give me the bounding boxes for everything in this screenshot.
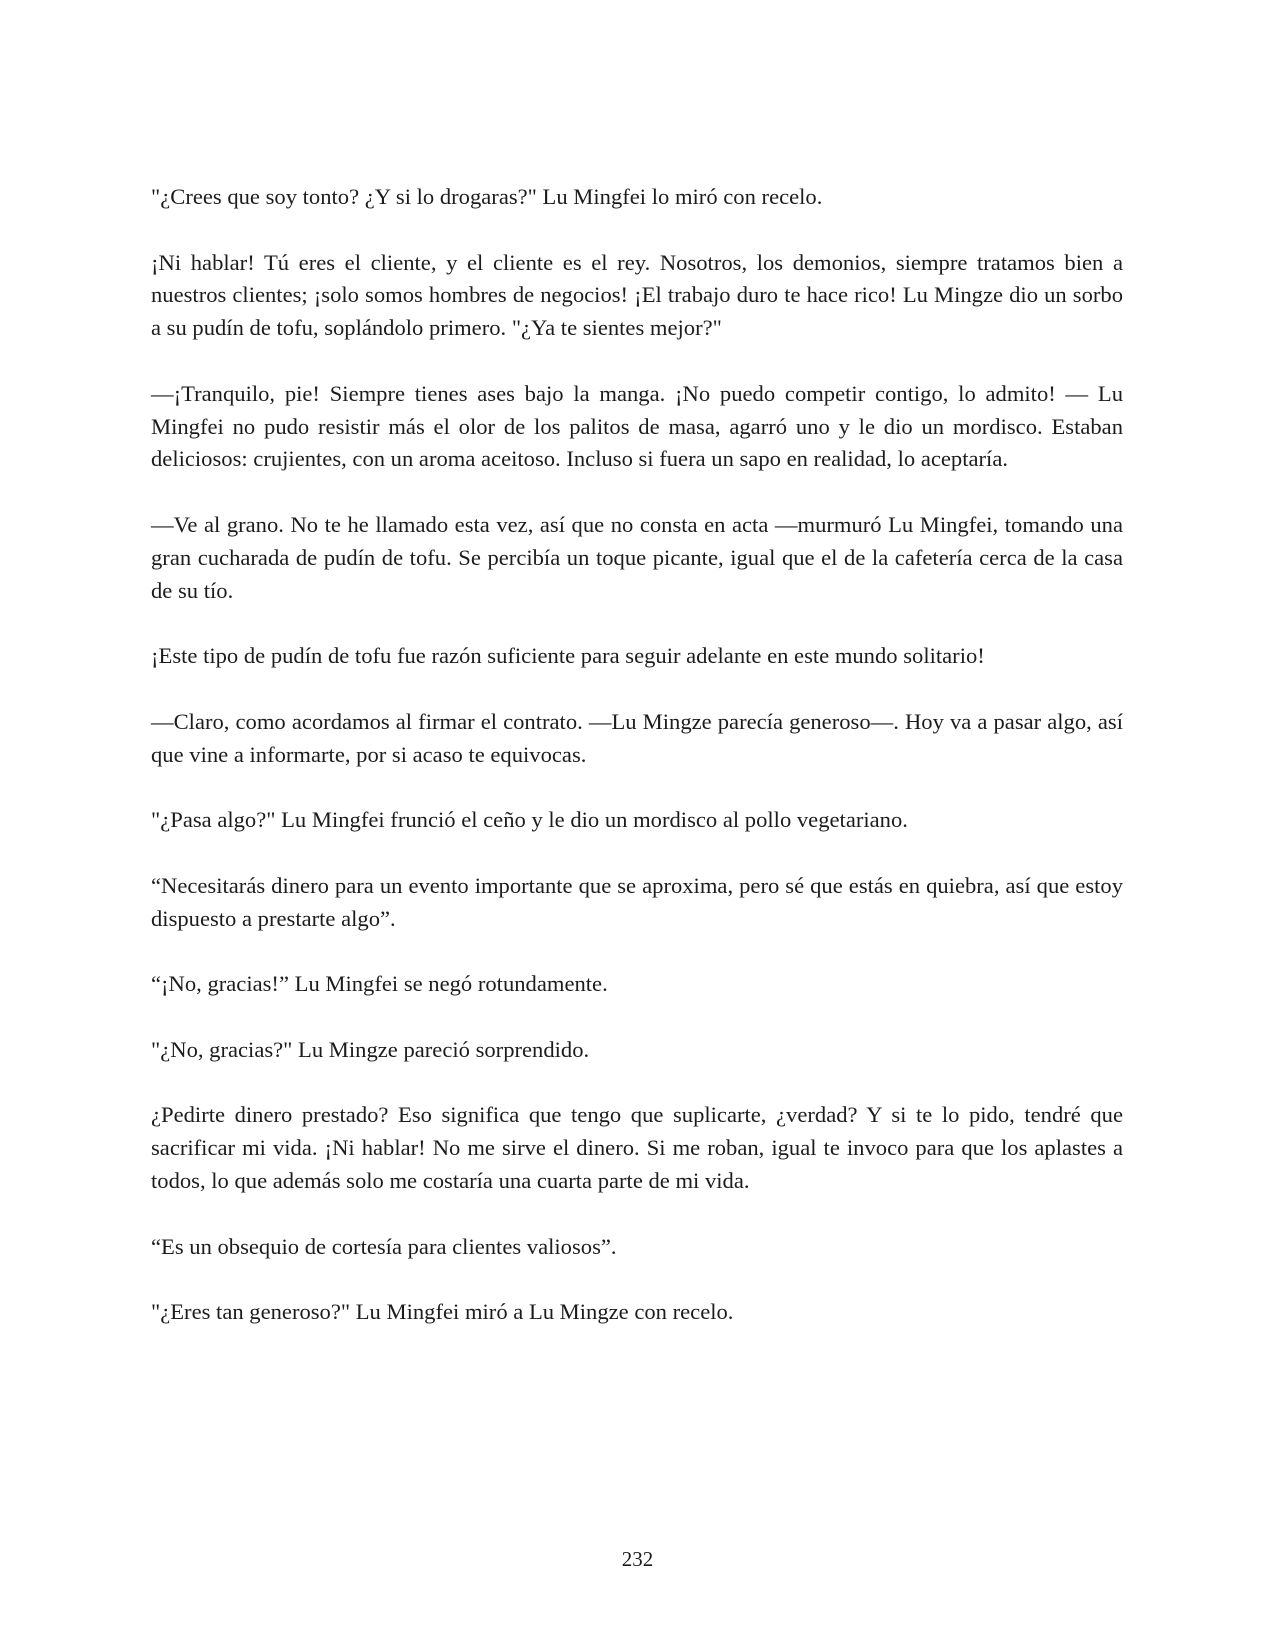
paragraph: ¿Pedirte dinero prestado? Eso significa que tengo que suplicarte, ¿verdad? Y si te lo pido, tendré que sacrificar mi vida. ¡Ni hablar! No me sirve el dinero. Si me roban, igual te invoco para que los aplastes a todos, lo que además solo me costaría una cuarta parte de mi vida.	[151, 1102, 1123, 1193]
paragraph: "¿Eres tan generoso?" Lu Mingfei miró a Lu Mingze con recelo.	[151, 1299, 734, 1325]
paragraph: —Claro, como acordamos al firmar el contrato. —Lu Mingze parecía generoso—. Hoy va a pasar algo, así que vine a informarte, por si acaso te equivocas.	[151, 708, 1123, 767]
paragraph: —Ve al grano. No te he llamado esta vez, así que no consta en acta —murmuró Lu Mingfei, tomando una gran cucharada de pudín de tofu. Se percibía un toque picante, igual que el de la cafetería cerca de la casa de su tío.	[151, 511, 1123, 603]
paragraph: "¿Pasa algo?" Lu Mingfei frunció el ceño y le dio un mordisco al pollo vegetariano.	[151, 807, 908, 833]
paragraph: "¿No, gracias?" Lu Mingze pareció sorprendido.	[151, 1036, 590, 1062]
paragraph: ¡Este tipo de pudín de tofu fue razón suficiente para seguir adelante en este mundo solitario!	[151, 643, 985, 669]
paragraph: "¿Crees que soy tonto? ¿Y si lo drogaras?" Lu Mingfei lo miró con recelo.	[151, 184, 823, 209]
paragraph: —¡Tranquilo, pie! Siempre tienes ases bajo la manga. ¡No puedo competir contigo, lo admito! — Lu Mingfei no pudo resistir más el olor de los palitos de masa, agarró uno y le dio un mordisco. Estaban deliciosos: crujientes, con un aroma aceitoso. Incluso si fuera un sapo en realidad, lo aceptaría.	[151, 380, 1123, 472]
body-text	[151, 181, 1123, 1329]
page-number: 232	[621, 1547, 654, 1571]
paragraph: “Es un obsequio de cortesía para clientes valiosos”.	[151, 1233, 617, 1259]
paragraph: “Necesitarás dinero para un evento importante que se aproxima, pero sé que estás en quiebra, así que estoy dispuesto a prestarte algo”.	[151, 872, 1123, 931]
paragraph: “¡No, gracias!” Lu Mingfei se negó rotundamente.	[151, 971, 608, 997]
paragraph: ¡Ni hablar! Tú eres el cliente, y el cliente es el rey. Nosotros, los demonios, siempre tratamos bien a nuestros clientes; ¡solo somos hombres de negocios! ¡El trabajo duro te hace rico! Lu Mingze dio un sorbo a su pudín de tofu, soplándolo primero. "¿Ya te sientes mejor?"	[151, 249, 1123, 341]
